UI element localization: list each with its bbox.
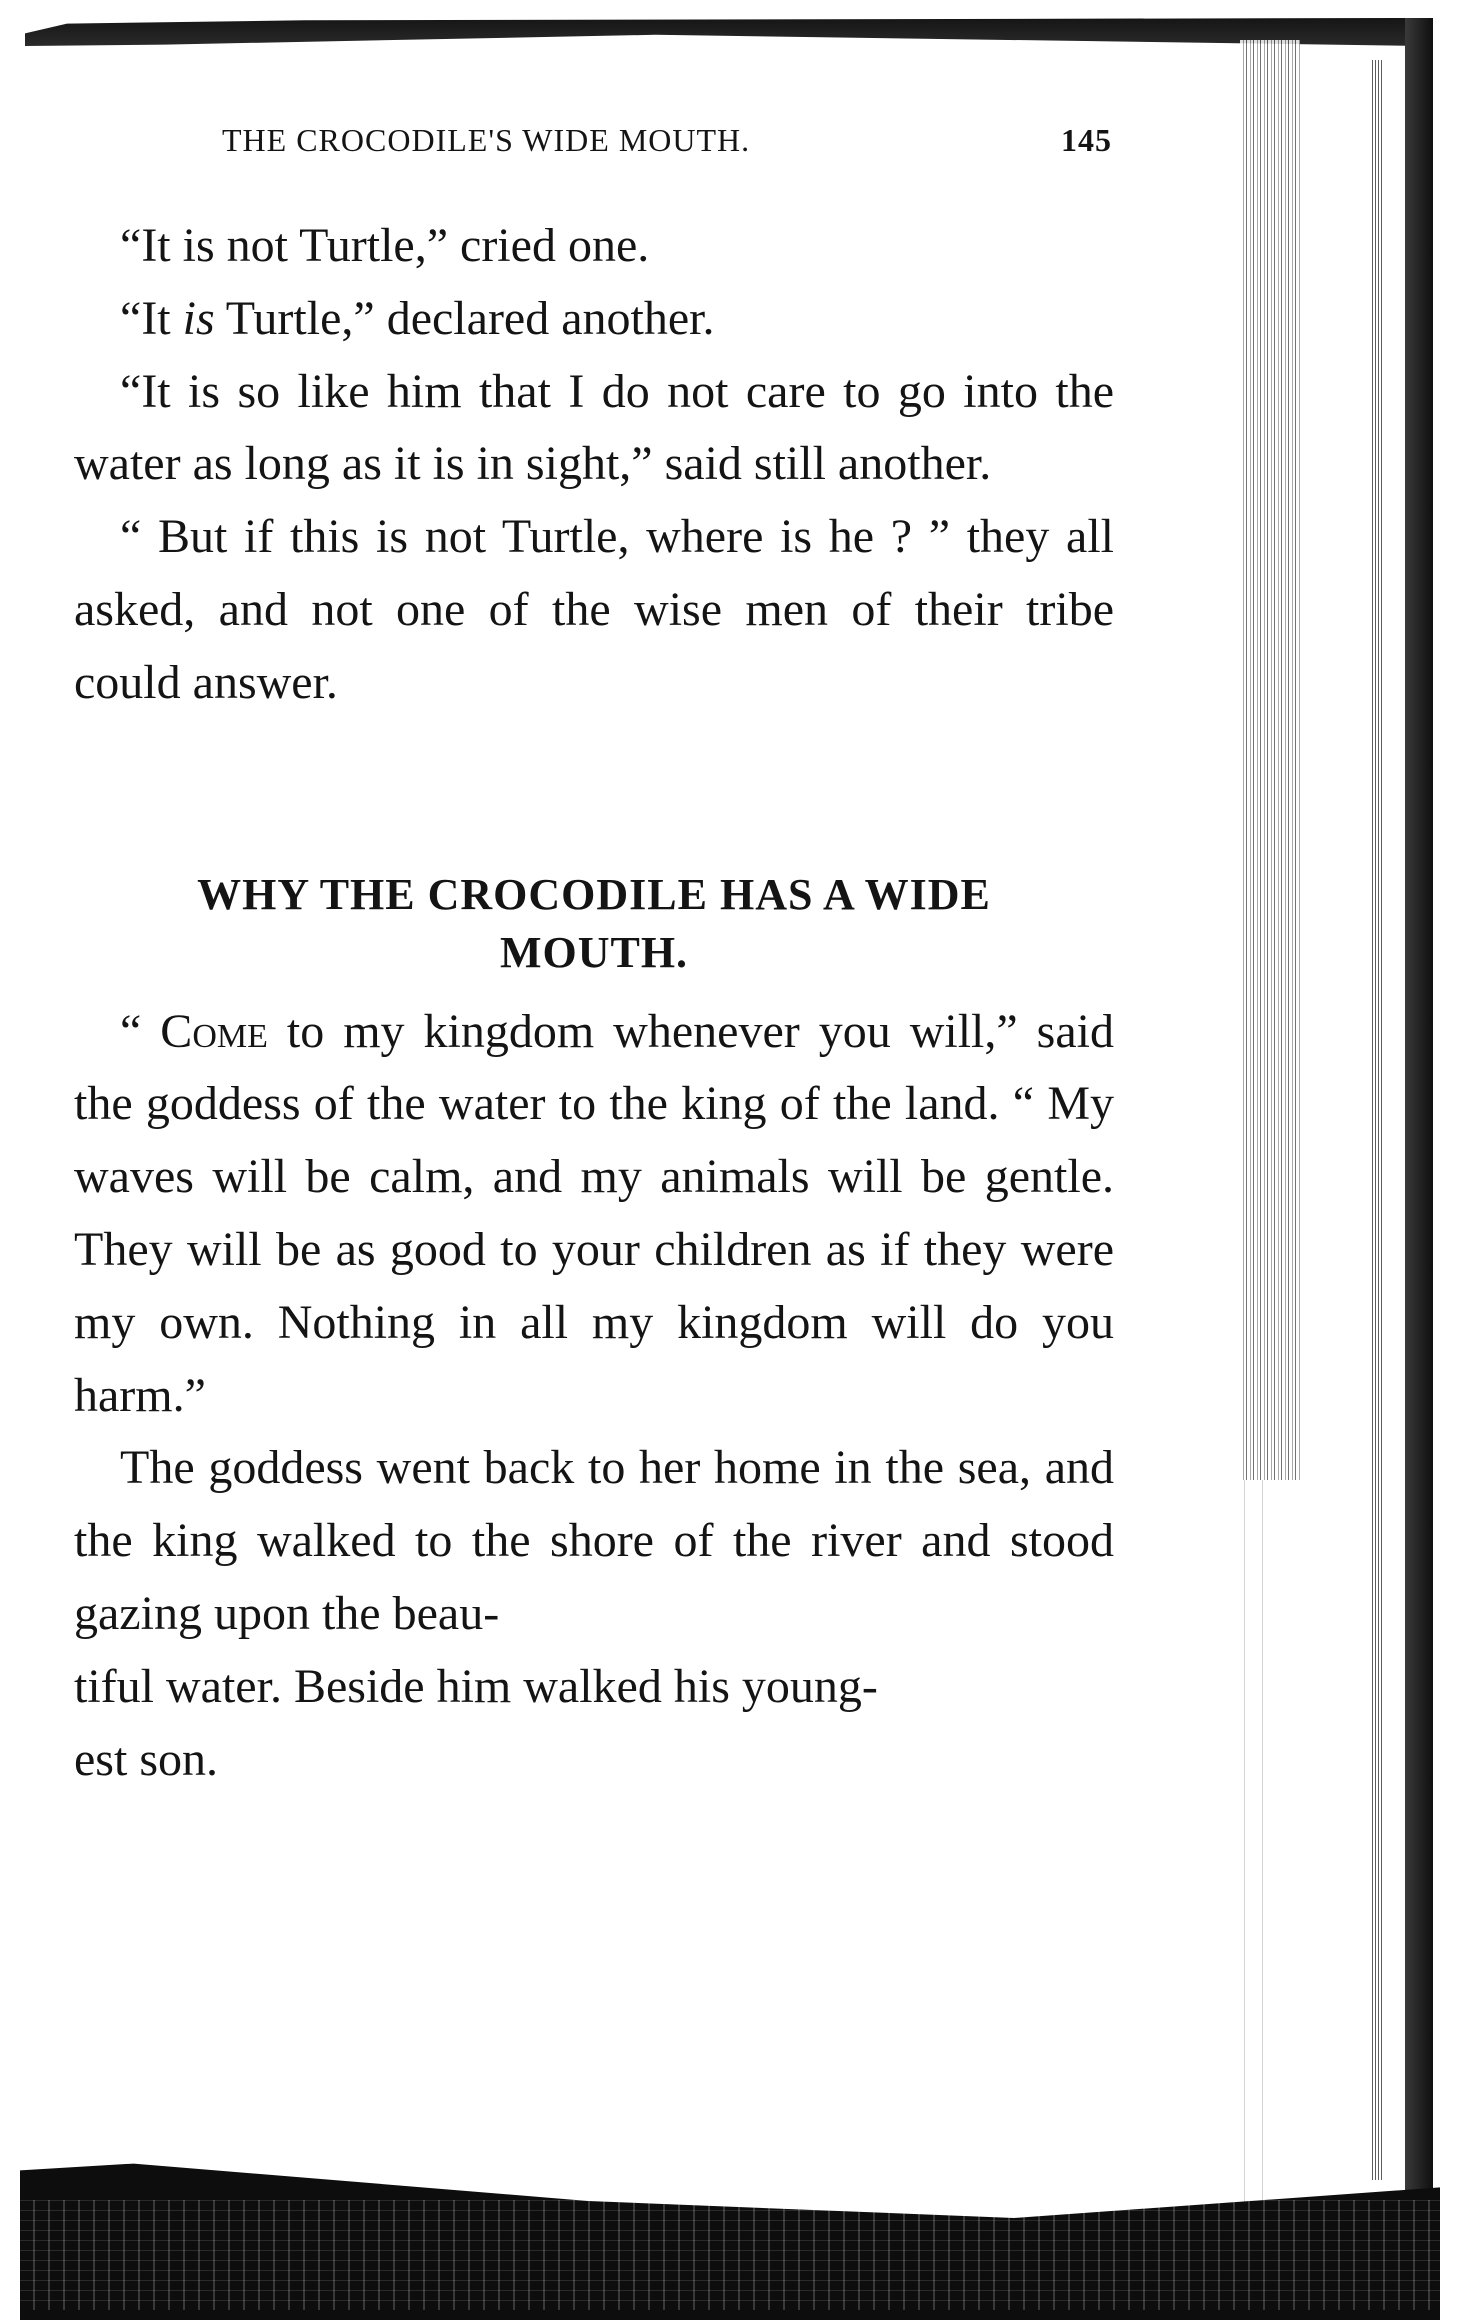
- book-gutter-shadow: [1240, 40, 1300, 1480]
- paragraph: “It is not Turtle,” cried one.: [120, 219, 650, 272]
- paragraph: “ Come to my kingdom whenever you will,” said the goddess of the water to the king of the land. “ My waves will be calm, and my animals will be gentle. They will be as good to your children as if they were my own. Nothing in all my kingdom will do you harm.”: [74, 1004, 1114, 1422]
- section-break: [74, 720, 1114, 866]
- section-heading: [74, 866, 1114, 982]
- book-gutter-lower: [1235, 1480, 1275, 2210]
- scan-noise: [20, 2200, 1440, 2310]
- running-title: THE CROCODILE'S WIDE MOUTH.: [222, 122, 751, 158]
- page-edges: [1370, 60, 1384, 2180]
- running-header: [222, 122, 1112, 168]
- section-heading-line-2: MOUTH.: [499, 927, 689, 977]
- scan-edge-top: [25, 18, 1425, 46]
- body-text: [74, 210, 1114, 1796]
- paragraph: “It is so like him that I do not care to go into the water as long as it is in sight,” said still another.: [74, 364, 1114, 491]
- page-number: 145: [1061, 122, 1112, 158]
- paragraph: “ But if this is not Turtle, where is he ? ” they all asked, and not one of the wise men of their tribe could answer.: [74, 510, 1114, 709]
- scan-edge-right: [1405, 18, 1433, 2198]
- paragraph: “It is Turtle,” declared another.: [120, 291, 715, 345]
- section-heading-line-1: WHY THE CROCODILE HAS A WIDE: [197, 869, 991, 919]
- paragraph: The goddess went back to her home in the sea, and the king walked to the shore of the river and stood gazing upon the beau- tiful water. Beside him walked his young- est son.: [74, 1441, 1114, 1786]
